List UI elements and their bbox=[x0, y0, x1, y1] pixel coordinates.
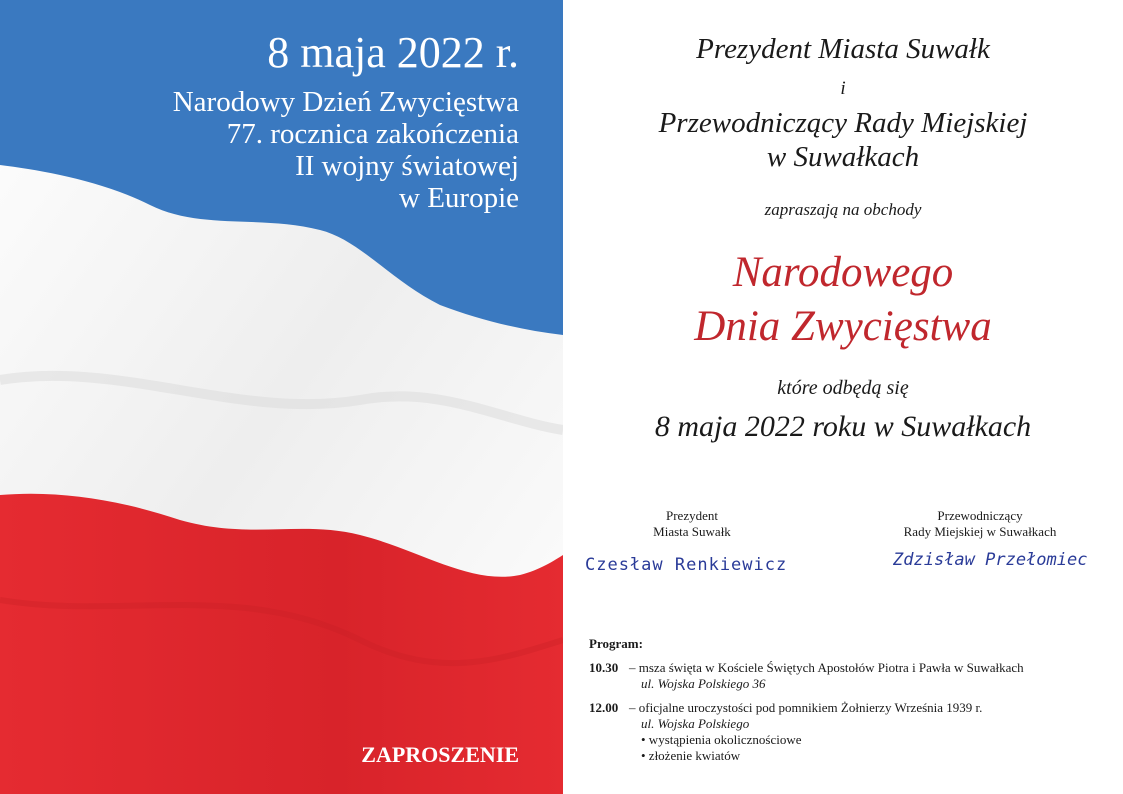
handwritten-signature-president: Czesław Renkiewicz bbox=[585, 555, 788, 575]
signature-block-chair bbox=[865, 508, 1095, 540]
event-title-line: Narodowego bbox=[732, 249, 954, 296]
flag-subtitle-line: 77. rocznica zakończenia bbox=[226, 118, 519, 150]
host-council-chair bbox=[563, 106, 1123, 174]
event-date-place: 8 maja 2022 roku w Suwałkach bbox=[654, 410, 1032, 443]
program-bullet: • wystąpienia okolicznościowe bbox=[641, 732, 802, 747]
flag-date: 8 maja 2022 r. bbox=[267, 28, 519, 77]
program-bullet: • złożenie kwiatów bbox=[641, 748, 741, 763]
event-title-line: Dnia Zwycięstwa bbox=[694, 303, 992, 350]
signature-title: Prezydent bbox=[666, 508, 718, 523]
invitation-label: ZAPROSZENIE bbox=[361, 742, 519, 767]
event-title bbox=[563, 246, 1123, 354]
program-time: 10.30 bbox=[589, 660, 619, 675]
event-intro: które odbędą się bbox=[777, 377, 909, 399]
program-item bbox=[589, 700, 1109, 764]
flag-subtitle-line: w Europie bbox=[399, 182, 519, 214]
flag-subtitle bbox=[173, 86, 519, 214]
host-council-line: w Suwałkach bbox=[766, 141, 920, 173]
signature-title: Rady Miejskiej w Suwałkach bbox=[903, 524, 1057, 539]
program-time: 12.00 bbox=[589, 700, 619, 715]
flag-subtitle-line: Narodowy Dzień Zwycięstwa bbox=[172, 86, 519, 118]
program-desc: – oficjalne uroczystości pod pomnikiem Żołnierzy Września 1939 r. bbox=[629, 700, 983, 715]
host-president: Prezydent Miasta Suwałk bbox=[696, 33, 990, 65]
program-address: ul. Wojska Polskiego bbox=[641, 716, 750, 731]
invite-phrase: zapraszają na obchody bbox=[764, 200, 922, 219]
host-council-line: Przewodniczący Rady Miejskiej bbox=[658, 107, 1028, 139]
conjunction: i bbox=[840, 78, 846, 99]
signature-title: Przewodniczący bbox=[937, 508, 1023, 523]
program-desc: – msza święta w Kościele Świętych Apostołów Piotra i Pawła w Suwałkach bbox=[629, 660, 1024, 675]
signature-block-president bbox=[577, 508, 807, 540]
flag-subtitle-line: II wojny światowej bbox=[295, 150, 519, 182]
invitation-text-panel bbox=[563, 0, 1123, 794]
program-section bbox=[589, 636, 1109, 764]
program-title: Program: bbox=[589, 636, 643, 651]
program-address: ul. Wojska Polskiego 36 bbox=[641, 676, 766, 691]
signature-title: Miasta Suwałk bbox=[653, 524, 731, 539]
program-item bbox=[589, 660, 1109, 692]
handwritten-signature-chair: Zdzisław Przełomiec bbox=[893, 550, 1088, 570]
